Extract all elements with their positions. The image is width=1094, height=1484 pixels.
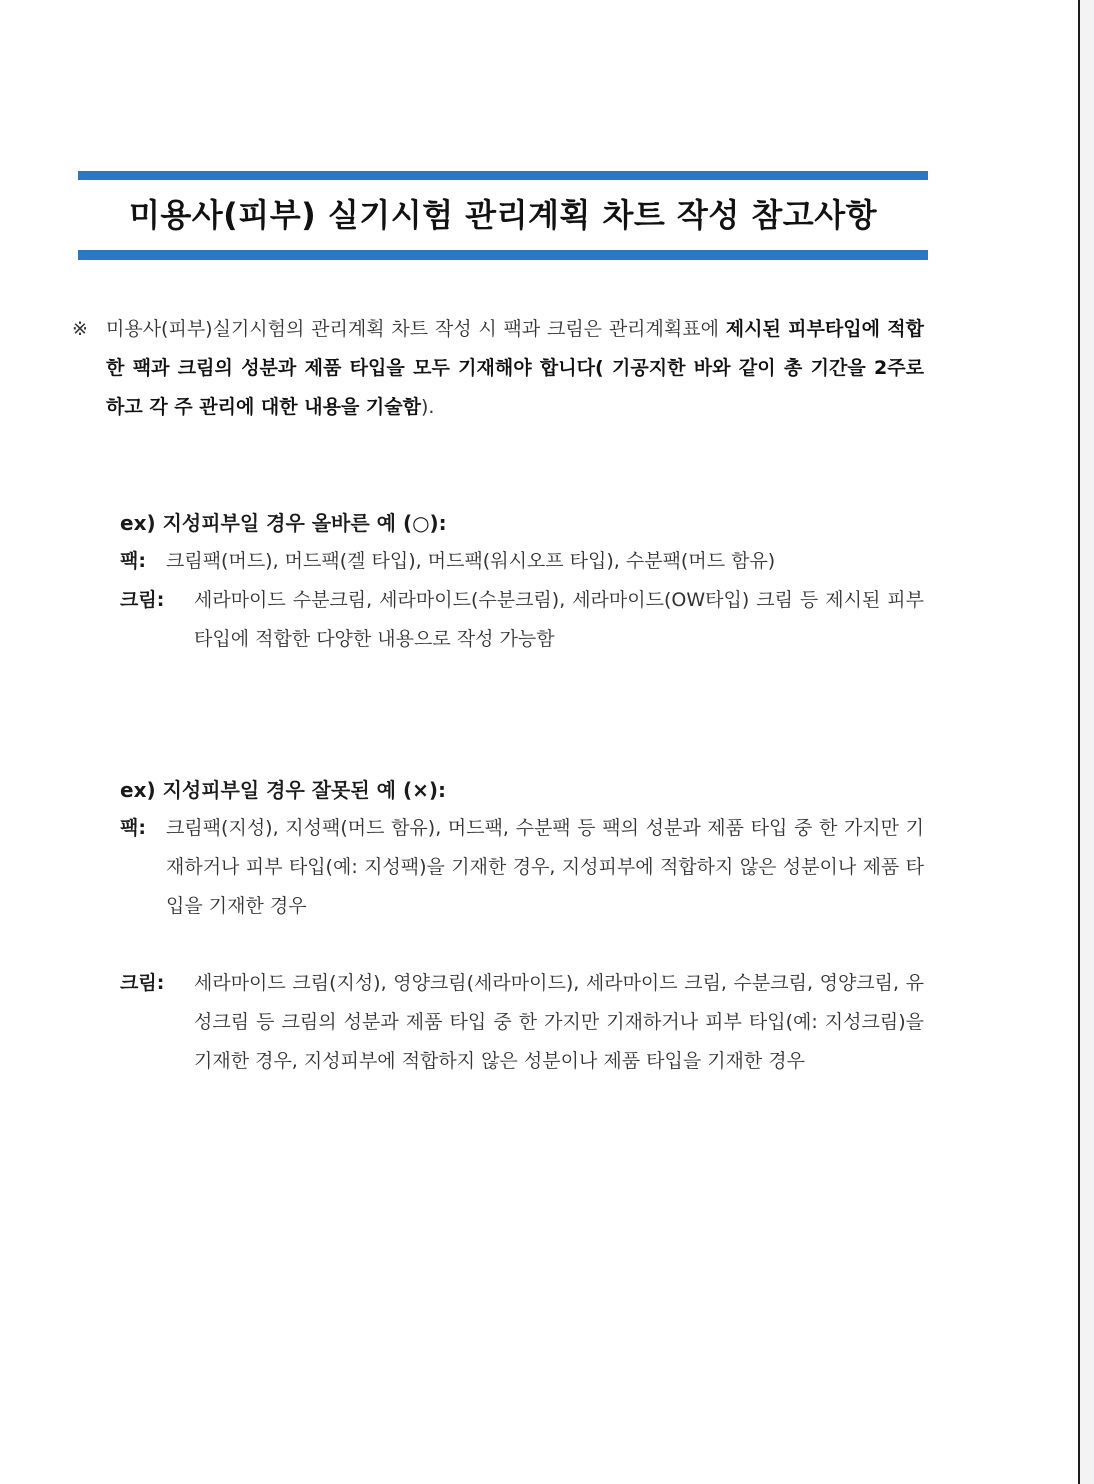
wrong-pack-row xyxy=(120,809,924,926)
wrong-example-heading: ex) 지성피부일 경우 잘못된 예 (×): xyxy=(120,778,446,802)
correct-example xyxy=(120,504,924,659)
note-mark: ※ xyxy=(72,318,88,340)
correct-pack-row xyxy=(120,542,924,581)
note-text-lead: 미용사(피부)실기시험의 관리계획 차트 작성 시 팩과 크림은 관리계획표에 xyxy=(106,318,726,340)
note-block xyxy=(72,310,924,427)
note-text xyxy=(106,310,924,427)
note-text-bold: 제시된 피부타입에 적합한 팩과 크림의 성분과 제품 타입을 모두 기재해야 합니다( 기공지한 바와 같이 총 기간을 2주로 하고 각 주 관리에 대한 내용을 기술함 xyxy=(106,318,924,418)
wrong-cream-label: 크림: xyxy=(120,972,165,994)
wrong-example xyxy=(120,771,924,1081)
title-bar-top xyxy=(78,171,928,180)
document-title: 미용사(피부) 실기시험 관리계획 차트 작성 참고사항 xyxy=(128,196,878,234)
correct-pack-text: 크림팩(머드), 머드팩(겔 타입), 머드팩(워시오프 타입), 수분팩(머드 함유) xyxy=(166,550,776,572)
correct-cream-row xyxy=(120,581,924,659)
page-edge xyxy=(1078,0,1094,1484)
wrong-example-spacer xyxy=(120,926,924,964)
wrong-cream-text: 세라마이드 크림(지성), 영양크림(세라마이드), 세라마이드 크림, 수분크림, 영양크림, 유성크림 등 크림의 성분과 제품 타입 중 한 가지만 기재하거나 피부 타입(예: 지성크림)을 기재한 경우, 지성피부에 적합하지 않은 성분이나 제품 타입을 기재한 경우 xyxy=(194,972,924,1072)
correct-example-heading: ex) 지성피부일 경우 올바른 예 (○): xyxy=(120,511,447,535)
title-bar-bottom xyxy=(78,250,928,260)
wrong-pack-text: 크림팩(지성), 지성팩(머드 함유), 머드팩, 수분팩 등 팩의 성분과 제품 타입 중 한 가지만 기재하거나 피부 타입(예: 지성팩)을 기재한 경우, 지성피부에 적합하지 않은 성분이나 제품 타입을 기재한 경우 xyxy=(166,817,924,917)
note-text-tail: ). xyxy=(421,396,435,418)
wrong-cream-row xyxy=(120,964,924,1081)
wrong-pack-label: 팩: xyxy=(120,817,146,839)
correct-pack-label: 팩: xyxy=(120,550,146,572)
correct-cream-text: 세라마이드 수분크림, 세라마이드(수분크림), 세라마이드(OW타입) 크림 등 제시된 피부 타입에 적합한 다양한 내용으로 작성 가능함 xyxy=(194,589,924,650)
correct-cream-label: 크림: xyxy=(120,589,165,611)
